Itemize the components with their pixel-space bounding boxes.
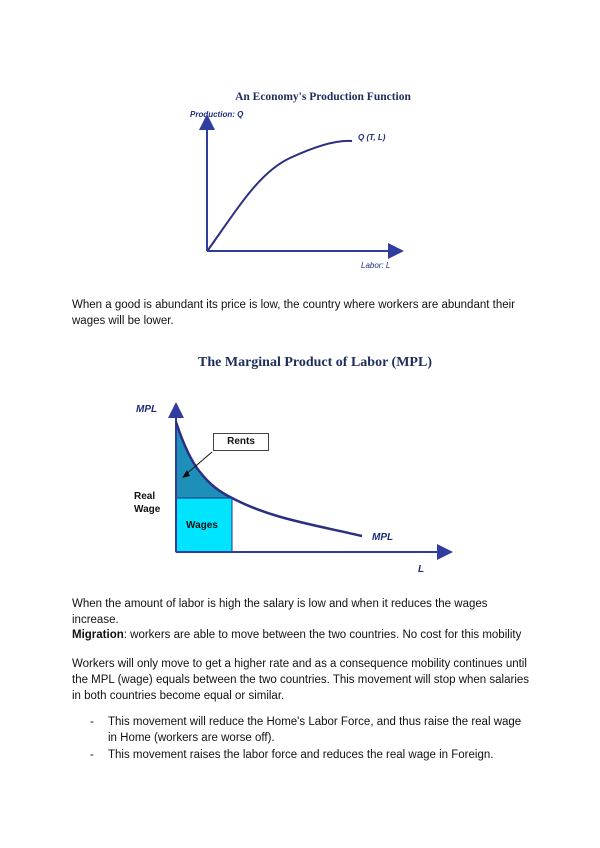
figure1-title: An Economy's Production Function (235, 91, 411, 103)
figure1-y-axis-label: Production: Q (190, 110, 244, 119)
migration-paragraph (72, 627, 532, 643)
bullet-list (90, 714, 530, 763)
rents-box: Rents (213, 433, 269, 451)
bullet-dash: - (90, 749, 94, 761)
figure2-title: The Marginal Product of Labor (MPL) (198, 355, 432, 370)
figure2-y-axis-label: MPL (136, 404, 158, 415)
mpl-chart (160, 400, 460, 560)
figure2-curve-label: MPL (372, 532, 394, 543)
real-wage-label (134, 490, 160, 516)
figure2-x-axis-label: L (418, 564, 425, 575)
bullet-dash: - (90, 716, 94, 728)
figure1-x-axis-label: Labor: L (361, 261, 391, 270)
list-item (90, 714, 530, 747)
production-function-chart (180, 110, 420, 270)
wages-label: Wages (186, 520, 218, 531)
paragraph-mobility: Workers will only move to get a higher rate and as a consequence mobility continues until the MPL (wage) equals between the two countries. This movement will stop when salaries in both countries become equal or similar. (72, 658, 530, 702)
bullet-text: This movement raises the labor force and reduces the real wage in Foreign. (108, 749, 494, 761)
list-item (90, 747, 530, 763)
real-wage-label-line2: Wage (134, 504, 161, 515)
migration-text: : workers are able to move between the two countries. No cost for this mobility (123, 629, 522, 641)
bullet-text: This movement will reduce the Home's Labor Force, and thus raise the real wage in Home (workers are worse off). (108, 716, 522, 744)
real-wage-label-line1: Real (134, 491, 156, 502)
paragraph-abundance: When a good is abundant its price is low, the country where workers are abundant their wages will be lower. (72, 299, 515, 327)
migration-term: Migration (72, 629, 124, 641)
paragraph-labor-amount: When the amount of labor is high the salary is low and when it reduces the wages increase. (72, 598, 488, 626)
production-curve (208, 141, 352, 250)
figure1-curve-label: Q (T, L) (358, 133, 386, 142)
